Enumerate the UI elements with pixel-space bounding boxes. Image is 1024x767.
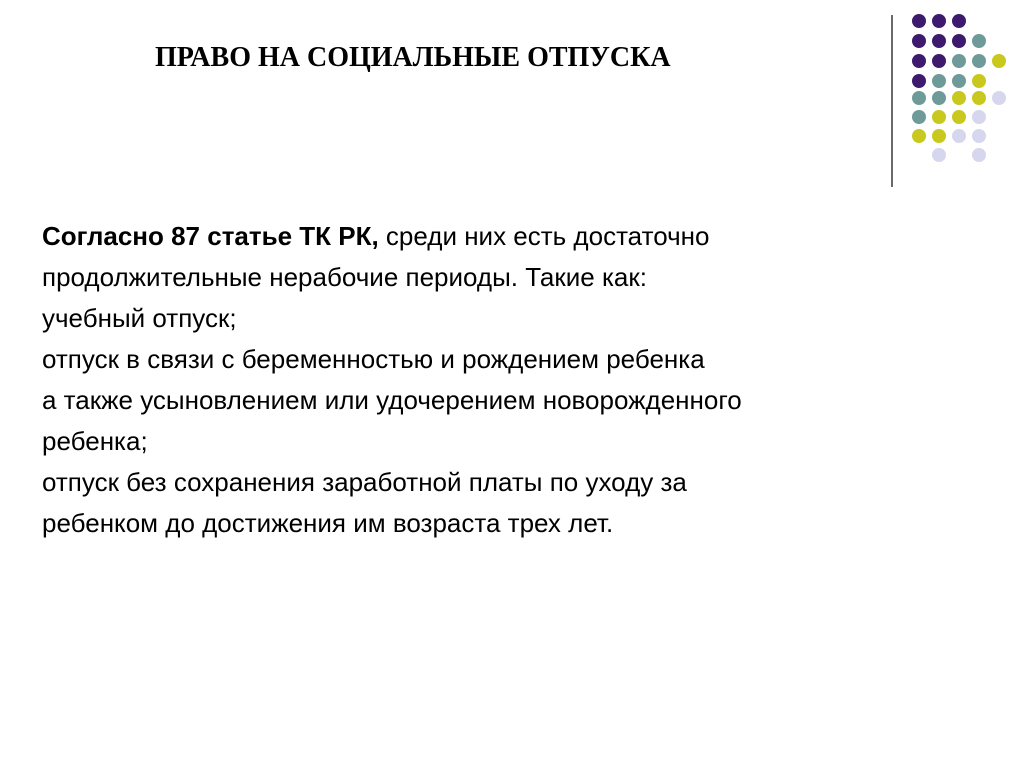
- decorative-dot: [972, 148, 986, 162]
- decorative-dot: [972, 34, 986, 48]
- decorative-dot: [952, 129, 966, 143]
- decorative-dot: [952, 34, 966, 48]
- decorative-dot: [912, 129, 926, 143]
- decorative-dot: [972, 129, 986, 143]
- decorative-dot: [952, 54, 966, 68]
- decorative-dot: [912, 74, 926, 88]
- decorative-dot: [932, 129, 946, 143]
- decorative-dot: [972, 110, 986, 124]
- decorative-dot: [932, 74, 946, 88]
- decorative-dot: [932, 110, 946, 124]
- decorative-dot-grid: [0, 0, 1024, 200]
- decorative-dot: [912, 54, 926, 68]
- decorative-dot: [992, 91, 1006, 105]
- decorative-dot: [952, 110, 966, 124]
- body-line: продолжительные нерабочие периоды. Такие как:: [42, 262, 647, 292]
- decorative-dot: [932, 34, 946, 48]
- slide-title: ПРАВО НА СОЦИАЛЬНЫЕ ОТПУСКА: [155, 42, 671, 73]
- decorative-dot: [912, 91, 926, 105]
- intro-rest-text: среди них есть достаточно: [378, 221, 710, 251]
- intro-bold-text: Согласно 87 статье ТК РК,: [42, 221, 379, 251]
- body-line: ребенком до достижения им возраста трех лет.: [42, 508, 614, 538]
- body-line: ребенка;: [42, 426, 148, 456]
- decorative-dot: [912, 34, 926, 48]
- vertical-divider: [891, 15, 893, 187]
- decorative-dot: [912, 110, 926, 124]
- decorative-dot: [992, 54, 1006, 68]
- decorative-dot: [952, 14, 966, 28]
- decorative-dot: [932, 91, 946, 105]
- slide-body: [42, 216, 922, 544]
- decorative-dot: [932, 54, 946, 68]
- decorative-dot: [972, 74, 986, 88]
- decorative-dot: [912, 14, 926, 28]
- body-line: отпуск без сохранения заработной платы по уходу за: [42, 467, 687, 497]
- body-line: учебный отпуск;: [42, 303, 237, 333]
- body-line-intro: [42, 216, 922, 257]
- body-line: а также усыновлением или удочерением новорожденного: [42, 385, 742, 415]
- decorative-dot: [972, 54, 986, 68]
- decorative-dot: [972, 91, 986, 105]
- decorative-dot: [932, 148, 946, 162]
- decorative-dot: [952, 91, 966, 105]
- decorative-dot: [952, 74, 966, 88]
- body-line: отпуск в связи с беременностью и рождением ребенка: [42, 344, 705, 374]
- decorative-dot: [932, 14, 946, 28]
